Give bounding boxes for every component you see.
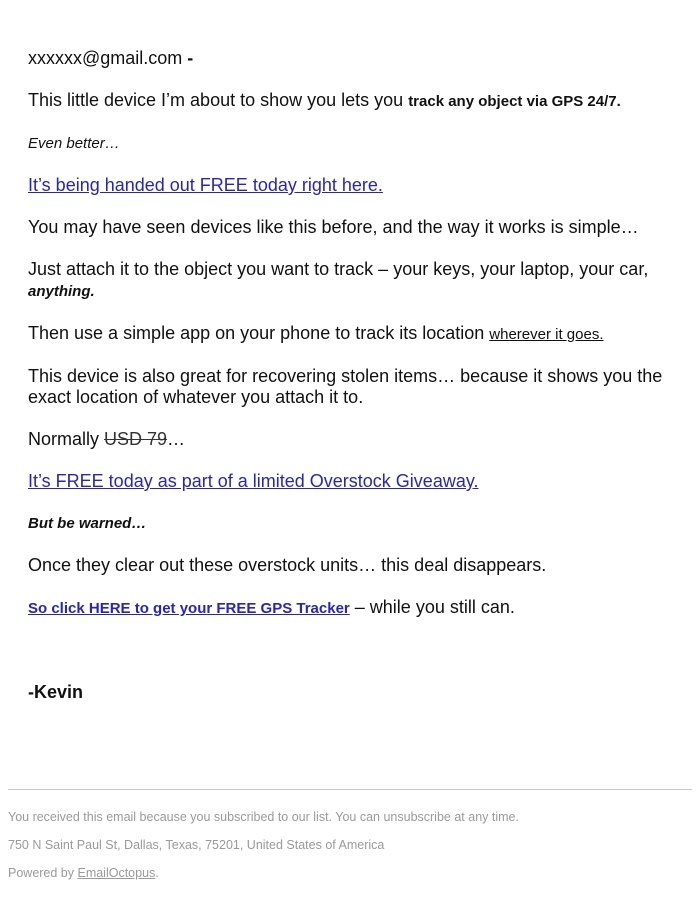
footer-powered-by [8, 866, 159, 880]
app-text: Then use a simple app on your phone to track its location [28, 323, 490, 343]
footer-divider [8, 789, 692, 790]
wherever-text: wherever it goes. [489, 326, 604, 343]
original-price: USD 79 [104, 429, 168, 449]
footer-address: 750 N Saint Paul St, Dallas, Texas, 75201, United States of America [8, 838, 385, 852]
footer-subscribed-text: You received this email because you subscribed to our list. You can unsubscribe at any time. [8, 810, 519, 824]
signature: -Kevin [28, 682, 84, 702]
intro-bold-text: track any object via GPS 24/7. [408, 93, 621, 110]
normally-suffix: … [167, 429, 186, 449]
emailoctopus-link[interactable]: EmailOctopus [77, 866, 156, 880]
greeting-dash: - [182, 48, 194, 68]
clear-out-paragraph: Once they clear out these overstock units… this deal disappears. [28, 555, 547, 575]
warned-text: But be warned… [28, 515, 147, 532]
free-today-paragraph [28, 175, 678, 196]
attach-text: Just attach it to the object you want to track – your keys, your laptop, your car, [28, 259, 649, 279]
stolen-items-paragraph: This device is also great for recovering stolen items… because it shows you the exact location of whatever you attach it to. [28, 366, 663, 407]
powered-by-label: Powered by [8, 866, 78, 880]
intro-paragraph [28, 90, 678, 112]
greeting-line [28, 48, 678, 69]
powered-by-suffix: . [155, 866, 159, 880]
giveaway-link[interactable]: It’s FREE today as part of a limited Overstock Giveaway. [28, 471, 479, 491]
cta-paragraph [28, 597, 678, 619]
normally-label: Normally [28, 429, 105, 449]
seen-before-paragraph: You may have seen devices like this before, and the way it works is simple… [28, 217, 639, 237]
email-body [28, 48, 678, 640]
even-better-text: Even better… [28, 135, 120, 152]
normally-paragraph [28, 429, 678, 450]
attach-bold-text: anything. [28, 283, 95, 300]
intro-text: This little device I’m about to show you lets you [28, 90, 409, 110]
cta-link[interactable]: So click HERE to get your FREE GPS Tracker [28, 600, 350, 617]
cta-suffix: – while you still can. [349, 597, 515, 617]
app-paragraph [28, 323, 678, 345]
free-today-link[interactable]: It’s being handed out FREE today right here. [28, 175, 383, 195]
greeting-address: xxxxxx@gmail.com [28, 48, 183, 68]
giveaway-paragraph [28, 471, 678, 492]
attach-paragraph [28, 259, 678, 302]
